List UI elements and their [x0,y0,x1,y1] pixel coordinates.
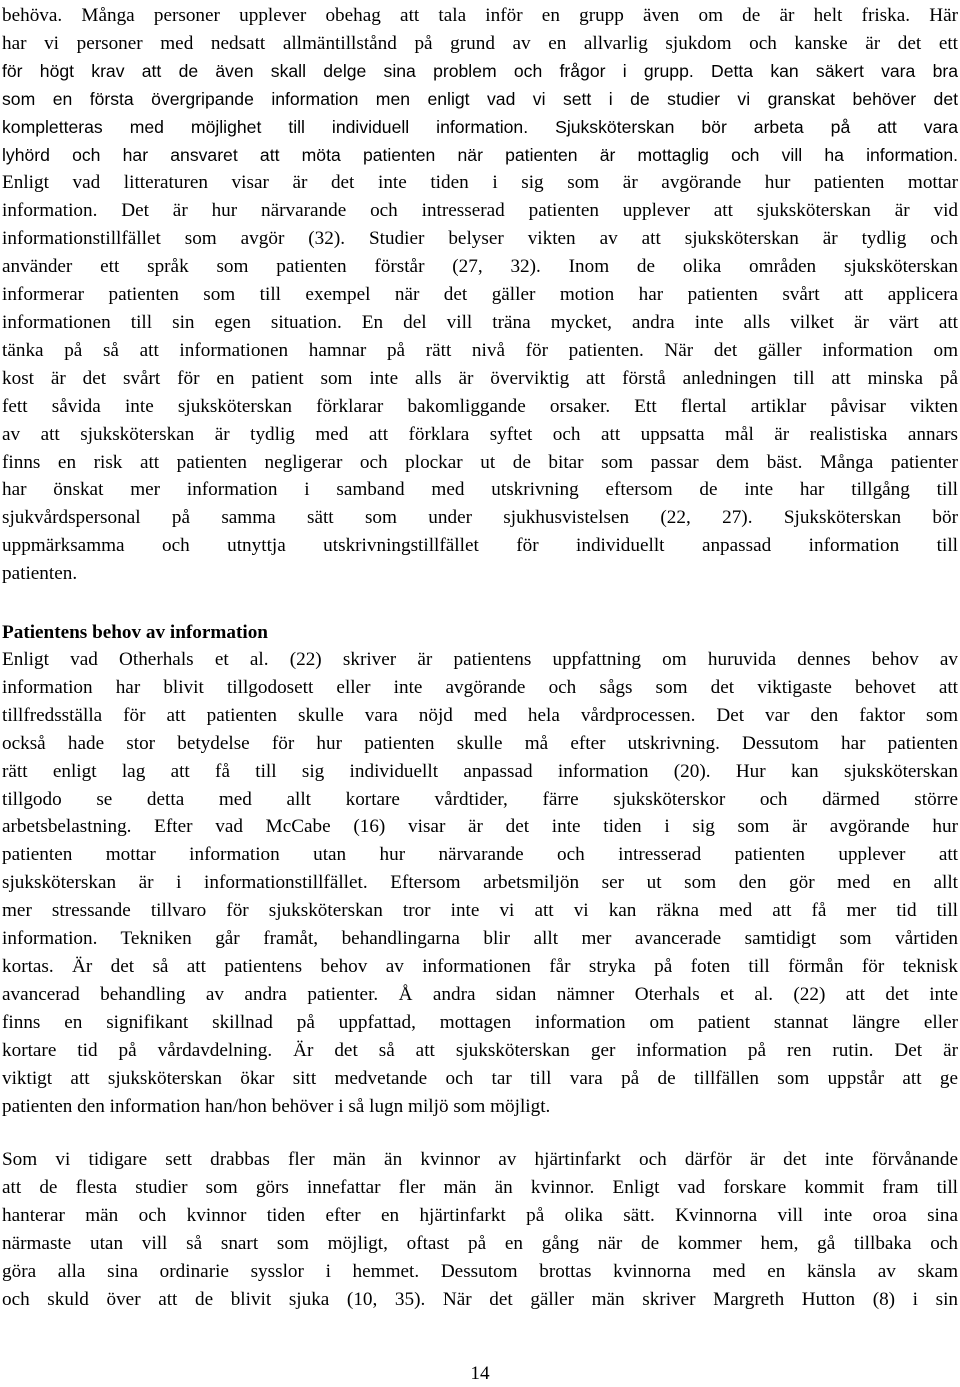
text-line: patienten. [2,563,78,585]
text-line: viktigt att sjuksköterskan ökar sitt medvetande och tar till vara på de tillfällen som uppstår att ge [2,1067,958,1089]
text-line: sjuksköterskan är i informationstillfället. Eftersom arbetsmiljön ser ut som den gör med en allt [2,872,958,894]
text-line: patienten den information han/hon behöver i så lugn miljö som möjligt. [2,1095,551,1117]
page-number: 14 [470,1363,490,1384]
text-line: som en första övergripande information men enligt vad vi sett i de studier vi granskat behöver det [2,88,958,109]
text-line: Enligt vad Otherhals et al. (22) skriver är patientens uppfattning om huruvida dennes behov av [2,649,958,670]
text-line: mer stressande tillvaro för sjuksköterskan tror inte vi att vi kan räkna med att få mer tid till [2,900,958,922]
text-line: finns en signifikant skillnad på uppfattad, mottagen information om patient stannat längre eller [2,1011,958,1033]
text-line: tänka på så att informationen hamnar på rätt nivå för patienten. När det gäller information om [2,339,958,361]
text-line: har önskat mer information i samband med utskrivning eftersom de inte har tillgång till [2,479,958,501]
paragraph-continuation [2,2,958,588]
text-line: använder ett språk som patienten förstår (27, 32). Inom de olika områden sjuksköterskan [2,256,958,278]
text-line: Som vi tidigare sett drabbas fler män än kvinnor av hjärtinfarkt och därför är det inte förvånande [2,1149,958,1170]
text-line: patienten mottar information utan hur närvarande och intresserad patienten upplever att [2,844,958,866]
text-line: avancerad behandling av andra patienter. Å andra sidan nämner Oterhals et al. (22) att det inte [2,983,958,1005]
text-line: har vi personer med nedsatt allmäntillstånd på grund av en allvarlig sjukdom och kanske är det ett [2,32,958,54]
text-line: Enligt vad litteraturen visar är det inte tiden i sig som är avgörande hur patienten mottar [2,172,958,194]
text-line: av att sjuksköterskan är tydlig med att förklara syftet och att uppsatta mål är realistiska annars [2,423,958,445]
paragraph-gender-differences [2,1146,958,1313]
text-line: tillfredsställa för att patienten skulle vara nöjd med hela vårdprocessen. Det var den faktor som [2,704,958,726]
text-line: också hade stor betydelse för hur patienten skulle må efter utskrivning. Dessutom har patienten [2,732,958,754]
text-line: behöva. Många personer upplever obehag att tala inför en grupp även om de är helt friska. Här [2,5,958,26]
text-line: lyhörd och har ansvaret att möta patienten när patienten är mottaglig och vill ha information. [2,144,958,165]
text-line: sjukvårdspersonal på samma sätt som under sjukhusvistelsen (22, 27). Sjuksköterskan bör [2,507,958,529]
text-line: hanterar män och kvinnor tiden efter en hjärtinfarkt på olika sätt. Kvinnorna vill inte oroa sina [2,1204,958,1226]
text-line: och skuld över att de blivit sjuka (10, 35). När det gäller män skriver Margreth Hutton (8) i sin [2,1288,958,1310]
text-line: rätt enligt lag att få till sig individuellt anpassad information (20). Hur kan sjuksköterskan [2,760,958,782]
text-line: information har blivit tillgodosett eller inte avgörande och sågs som det viktigaste behovet att [2,676,958,698]
text-line: närmaste utan vill så snart som möjligt, oftast på en gång när de kommer hem, gå tillbaka och [2,1232,958,1254]
text-line: tillgodo se detta med allt kortare vårdtider, färre sjuksköterskor och därmed större [2,788,958,810]
text-line: information. Tekniken går framåt, behandlingarna blir allt mer avancerade samtidigt som vårtiden [2,928,958,950]
text-line: informationen till sin egen situation. En del vill träna mycket, andra inte alls vilket är värt att [2,311,958,333]
text-line: informerar patienten som till exempel när det gäller motion har patienten svårt att applicera [2,284,958,306]
text-line: informationstillfället som avgör (32). Studier belyser vikten av att sjuksköterskan är tydlig och [2,228,958,250]
section-heading: Patientens behov av information [2,622,268,643]
text-line: kompletteras med möjlighet till individuell information. Sjuksköterskan bör arbeta på att vara [2,116,958,137]
text-line: kortare tid på vårdavdelning. Är det så att sjuksköterskan ger information på ren rutin. Det är [2,1039,958,1061]
text-line: arbetsbelastning. Efter vad McCabe (16) visar är det inte tiden i sig som är avgörande hur [2,816,958,838]
paragraph-patient-needs [2,646,958,1120]
text-line: kost är det svårt för en patient som inte alls är överviktig att förstå anledningen till att minska på [2,367,958,389]
text-line: finns en risk att patienten negligerar och plockar ut de bitar som passar dem bäst. Många patienter [2,451,958,473]
text-line: göra alla sina ordinarie sysslor i hemmet. Dessutom brottas kvinnorna med en känsla av skam [2,1260,958,1282]
text-line: för högt krav att de även skall delge sina problem och frågor i grupp. Detta kan säkert vara bra [2,60,958,81]
text-line: att de flesta studier som görs innefattar fler män än kvinnor. Enligt vad forskare kommit fram till [2,1176,958,1198]
text-line: fett såvida inte sjuksköterskan förklarar bakomliggande orsaker. Ett flertal artiklar påvisar vikten [2,395,958,417]
text-line: information. Det är hur närvarande och intresserad patienten upplever att sjuksköterskan är vid [2,200,958,222]
text-line: uppmärksamma och utnyttja utskrivningstillfället för individuellt anpassad information till [2,535,958,557]
text-line: kortas. Är det så att patientens behov av informationen får stryka på foten till förmån för teknisk [2,955,958,977]
